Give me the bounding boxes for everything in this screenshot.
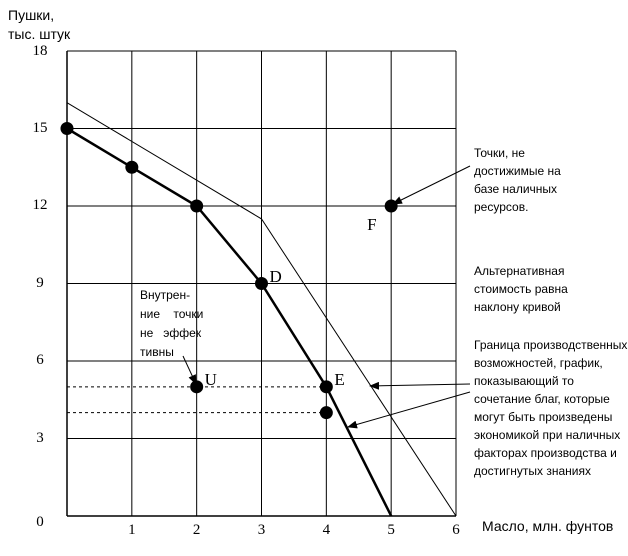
annotation-line: возможностей, график, — [474, 356, 603, 370]
point-label: D — [269, 266, 282, 286]
y-tick-label: 12 — [32, 197, 48, 213]
ppf-curve-thick — [67, 129, 391, 517]
annotation-line: наклону кривой — [474, 300, 561, 314]
annotation-line: могут быть произведены — [474, 410, 613, 424]
annotation-line: Граница производственных — [474, 338, 628, 352]
annotation-line: не эффек — [140, 326, 202, 340]
annotation-line: ние точки — [140, 307, 204, 321]
annotation-line: достижимые на — [474, 164, 561, 178]
y-axis-title — [8, 6, 70, 44]
data-point — [320, 380, 333, 393]
annotation-line: ресурсов. — [474, 200, 529, 214]
data-point — [125, 161, 138, 174]
y-tick-label: 9 — [36, 274, 44, 291]
y-tick-label: 18 — [32, 43, 48, 59]
annotation-line: базе наличных — [474, 182, 558, 196]
data-point — [320, 406, 333, 419]
x-tick-label: 1 — [128, 522, 136, 538]
annotation-frontier — [474, 336, 627, 480]
arrow-to-inner-curve — [348, 392, 470, 427]
x-tick-label: 5 — [387, 522, 395, 538]
annotation-line: достигнутых знаниях — [474, 464, 591, 478]
data-point — [385, 200, 398, 213]
annotation-line: Внутрен- — [140, 288, 191, 302]
y-tick-label: 15 — [32, 119, 48, 136]
annotation-internal — [140, 286, 203, 362]
annotation-line: Точки, не — [474, 146, 525, 160]
x-tick-label: 4 — [322, 522, 331, 538]
data-point — [61, 122, 74, 135]
x-tick-label: 6 — [452, 522, 460, 538]
point-label: F — [367, 215, 377, 234]
marker-layer — [61, 122, 398, 419]
x-axis-title: Масло, млн. фунтов — [482, 518, 614, 534]
annotation-line: стоимость равна — [474, 282, 568, 296]
y-tick-label: 0 — [36, 514, 44, 530]
point-label: E — [334, 369, 345, 389]
y-axis-title-line: Пушки, — [8, 7, 55, 23]
data-point — [190, 200, 203, 213]
x-tick-label: 2 — [192, 522, 201, 538]
annotation-line: экономикой при наличных — [474, 428, 621, 442]
annotation-line: сочетание благ, которые — [474, 392, 610, 406]
y-tick-label: 3 — [36, 429, 44, 446]
x-tick-label: 3 — [257, 522, 266, 538]
point-label: U — [204, 369, 217, 389]
annotation-alternative-cost — [474, 262, 568, 316]
annotation-line: Альтернативная — [474, 264, 565, 278]
data-point — [255, 277, 268, 290]
y-tick-label: 6 — [36, 352, 44, 368]
annotation-unreachable — [474, 144, 561, 216]
annotation-line: факторах производства и — [474, 446, 617, 460]
arrow-to-point-f — [393, 166, 470, 204]
arrow-to-outer-curve — [370, 384, 470, 386]
y-axis-title-line: тыс. штук — [8, 26, 71, 42]
data-point — [190, 380, 203, 393]
annotation-line: показывающий то — [474, 374, 574, 388]
annotation-line: тивны — [140, 345, 174, 359]
